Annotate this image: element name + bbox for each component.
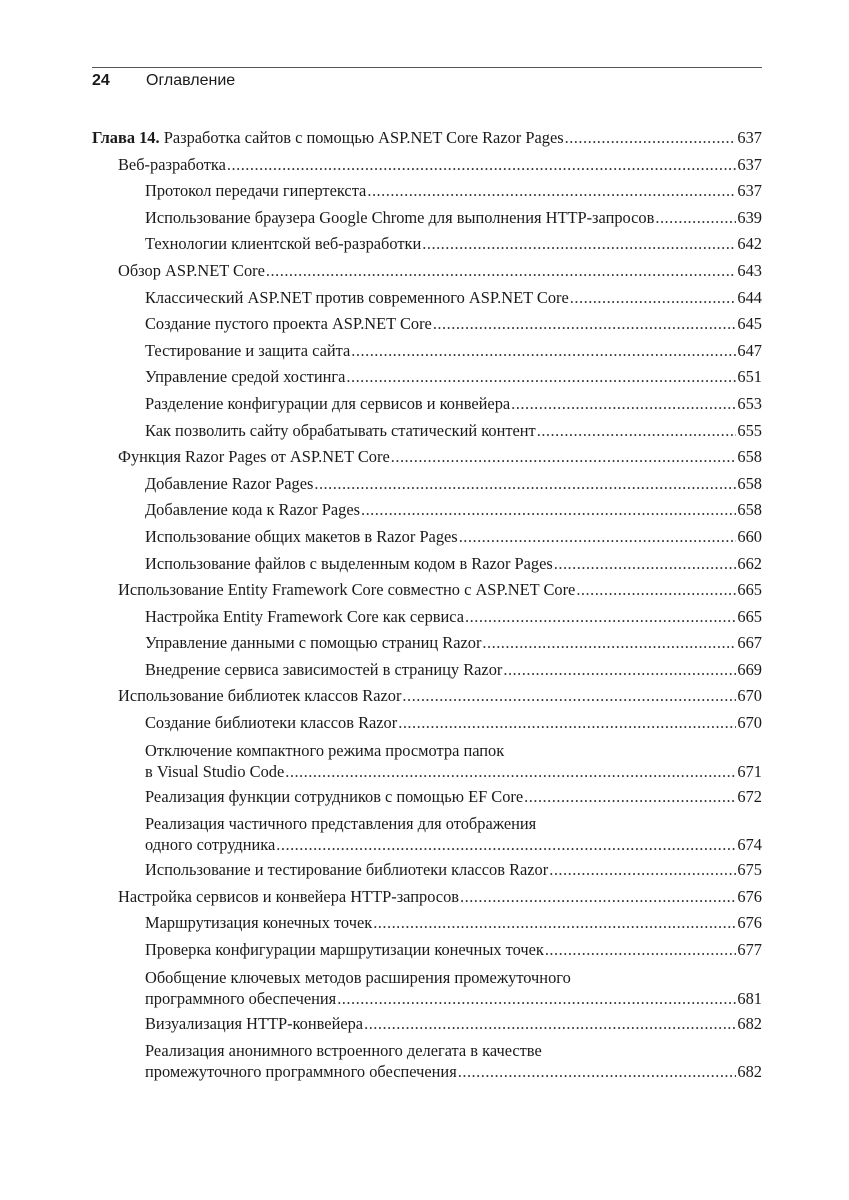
toc-entry-title: Маршрутизация конечных точек: [145, 913, 373, 933]
toc-entry: [145, 471, 762, 498]
dot-leader: [398, 710, 736, 737]
dot-leader: [537, 418, 737, 445]
toc-page-number: 665: [737, 606, 762, 626]
toc-page-number: 645: [737, 314, 762, 334]
page-number: 24: [92, 72, 110, 89]
toc-page-number: 670: [737, 686, 762, 706]
toc-page-number: 675: [737, 860, 762, 880]
toc-page-number: 642: [737, 234, 762, 254]
toc-entry: [145, 551, 762, 578]
toc-page-number: 637: [737, 154, 762, 174]
toc-entry: [118, 577, 762, 604]
toc-entry: [145, 418, 762, 445]
dot-leader: [373, 910, 736, 937]
dot-leader: [364, 1011, 736, 1038]
toc-entry-title: Обзор ASP.NET Core: [118, 260, 265, 280]
toc-entry: [145, 391, 762, 418]
toc-entry-title: Внедрение сервиса зависимостей в страницу Razor: [145, 659, 503, 679]
dot-leader: [576, 577, 736, 604]
toc-entry-title: программного обеспечения: [145, 988, 337, 1008]
toc-page-number: 647: [737, 340, 762, 360]
toc-entry-title-line1: Обобщение ключевых методов расширения промежуточного: [145, 967, 571, 987]
toc-entry: [145, 524, 762, 551]
toc-entry-title: Добавление Razor Pages: [145, 473, 314, 493]
toc-entry-title: Тестирование и защита сайта: [145, 340, 351, 360]
toc-entry-title: Управление данными с помощью страниц Razor: [145, 633, 482, 653]
toc-entry-title: Протокол передачи гипертекста: [145, 181, 367, 201]
toc-entry-title: Разделение конфигурации для сервисов и конвейера: [145, 393, 511, 413]
toc-entry-title: в Visual Studio Code: [145, 761, 285, 781]
toc-entry: [145, 285, 762, 312]
toc-entry: [118, 444, 762, 471]
toc-entry: [145, 178, 762, 205]
dot-leader: [524, 784, 736, 811]
dot-leader: [549, 857, 736, 884]
toc-entry-title: Функция Razor Pages от ASP.NET Core: [118, 447, 390, 467]
toc-page-number: 672: [737, 786, 762, 806]
toc-page-number: 658: [737, 500, 762, 520]
toc-entry: [118, 683, 762, 710]
toc-chapter-entry: [92, 125, 762, 152]
toc-entry-title: Веб-разработка: [118, 154, 226, 174]
toc-entry: [118, 884, 762, 911]
dot-leader: [285, 761, 736, 782]
toc-entry-title: промежуточного программного обеспечения: [145, 1062, 457, 1082]
toc-entry-title: Технологии клиентской веб-разработки: [145, 234, 422, 254]
dot-leader: [554, 551, 737, 578]
toc-page-number: 674: [737, 835, 762, 855]
toc-entry-title: Разработка сайтов с помощью ASP.NET Core Razor Pages: [163, 128, 564, 147]
dot-leader: [337, 988, 736, 1009]
dot-leader: [482, 630, 736, 657]
dot-leader: [361, 497, 736, 524]
toc-entry: [145, 497, 762, 524]
toc-page-number: 660: [737, 526, 762, 546]
dot-leader: [351, 338, 736, 365]
toc-entry-title: Создание пустого проекта ASP.NET Core: [145, 314, 432, 334]
toc-entry: [145, 737, 762, 784]
toc-entry-title: Визуализация HTTP-конвейера: [145, 1013, 364, 1033]
toc-entry: [145, 364, 762, 391]
toc-entry: [145, 1037, 762, 1084]
toc-entry-title: Настройка Entity Framework Core как сервиса: [145, 606, 465, 626]
dot-leader: [314, 471, 736, 498]
toc-page-number: 667: [737, 633, 762, 653]
dot-leader: [458, 1061, 737, 1082]
toc-entry: [145, 810, 762, 857]
toc-entry-title: Добавление кода к Razor Pages: [145, 500, 360, 520]
toc-entry: [145, 784, 762, 811]
dot-leader: [391, 444, 737, 471]
toc-entry-title: одного сотрудника: [145, 835, 276, 855]
dot-leader: [266, 258, 736, 285]
toc-entry: [145, 964, 762, 1011]
toc-page-number: 670: [737, 713, 762, 733]
toc-entry-title-line1: Реализация частичного представления для отображения: [145, 814, 537, 834]
toc-entry: [145, 857, 762, 884]
toc-page-number: 682: [737, 1062, 762, 1082]
toc-entry: [145, 910, 762, 937]
dot-leader: [503, 657, 736, 684]
toc-page-number: 644: [737, 287, 762, 307]
toc-page-number: 677: [737, 940, 762, 960]
toc-entry: [118, 258, 762, 285]
dot-leader: [346, 364, 736, 391]
toc-entry: [118, 152, 762, 179]
toc-entry: [145, 231, 762, 258]
toc-page-number: 637: [737, 181, 762, 201]
toc-entry-title: Проверка конфигурации маршрутизации конечных точек: [145, 940, 544, 960]
toc-entry-title-line1: Реализация анонимного встроенного делегата в качестве: [145, 1041, 542, 1061]
toc-page-number: 671: [737, 761, 762, 781]
dot-leader: [511, 391, 736, 418]
dot-leader: [367, 178, 736, 205]
dot-leader: [545, 937, 737, 964]
dot-leader: [565, 125, 737, 152]
toc-entry-title: Управление средой хостинга: [145, 367, 346, 387]
toc-entry-title: Реализация функции сотрудников с помощью EF Core: [145, 786, 524, 806]
running-head: Оглавление: [146, 72, 236, 89]
toc-entry: [145, 630, 762, 657]
toc-entry: [145, 338, 762, 365]
chapter-label: Глава 14.: [92, 128, 160, 147]
toc-page-number: 669: [737, 659, 762, 679]
toc-entry-title: Использование и тестирование библиотеки классов Razor: [145, 860, 549, 880]
toc-page-number: 665: [737, 580, 762, 600]
toc-page-number: 662: [737, 553, 762, 573]
toc-page-number: 681: [737, 988, 762, 1008]
dot-leader: [465, 604, 736, 631]
toc-entry-title: Использование браузера Google Chrome для выполнения HTTP-запросов: [145, 207, 655, 227]
toc-entry-title-line1: Отключение компактного режима просмотра папок: [145, 740, 505, 760]
table-of-contents: [92, 125, 762, 1084]
toc-page-number: 639: [737, 207, 762, 227]
toc-entry: [145, 205, 762, 232]
toc-entry: [145, 937, 762, 964]
dot-leader: [570, 285, 737, 312]
dot-leader: [227, 152, 737, 179]
toc-entry-title: Использование библиотек классов Razor: [118, 686, 402, 706]
toc-page-number: 676: [737, 913, 762, 933]
toc-entry: [145, 657, 762, 684]
dot-leader: [276, 834, 736, 855]
toc-entry-title: Использование общих макетов в Razor Pages: [145, 526, 458, 546]
toc-entry-title: Использование файлов с выделенным кодом в Razor Pages: [145, 553, 553, 573]
toc-entry-title: Как позволить сайту обрабатывать статический контент: [145, 420, 536, 440]
toc-page-number: 651: [737, 367, 762, 387]
toc-page-number: 643: [737, 260, 762, 280]
toc-page-number: 682: [737, 1013, 762, 1033]
dot-leader: [655, 205, 736, 232]
toc-page-number: 655: [737, 420, 762, 440]
toc-page-number: 676: [737, 886, 762, 906]
toc-entry: [145, 604, 762, 631]
toc-entry: [145, 1011, 762, 1038]
toc-entry-title: Настройка сервисов и конвейера HTTP-запросов: [118, 886, 460, 906]
dot-leader: [460, 884, 736, 911]
dot-leader: [433, 311, 737, 338]
page-header: [92, 67, 762, 89]
toc-page-number: 658: [737, 473, 762, 493]
toc-entry-title: Создание библиотеки классов Razor: [145, 713, 398, 733]
toc-page-number: 653: [737, 393, 762, 413]
toc-entry-title: Классический ASP.NET против современного ASP.NET Core: [145, 287, 569, 307]
dot-leader: [402, 683, 736, 710]
toc-entry: [145, 311, 762, 338]
dot-leader: [422, 231, 736, 258]
toc-page-number: 637: [737, 128, 762, 147]
toc-entry: [145, 710, 762, 737]
toc-page-number: 658: [737, 447, 762, 467]
dot-leader: [459, 524, 737, 551]
toc-entry-title: Использование Entity Framework Core совместно с ASP.NET Core: [118, 580, 576, 600]
